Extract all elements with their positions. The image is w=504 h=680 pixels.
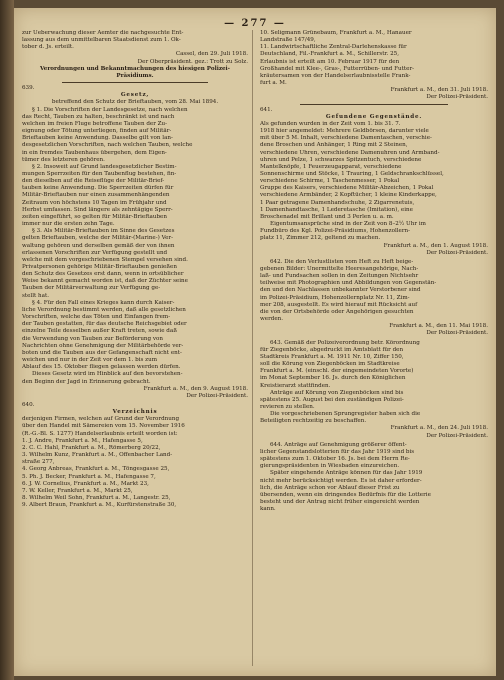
text-line: einzelne Teile desselben außer Kraft treten, sowie daß xyxy=(22,328,177,335)
text-line: waltung gehören und derselben gemäß der von ihnen xyxy=(22,242,175,249)
text-line: mit über 5 M. Inhalt, verschiedene Damentaschen, verschie- xyxy=(260,135,432,142)
text-line: Weise bekannt gemacht worden ist, daß der Züchter seine xyxy=(22,278,188,285)
text-line: 1 Damenhandtasche, 1 Lederetasche (Imitation), eine xyxy=(260,206,413,213)
text-line: Sonnenschirme und Stöcke, 1 Trauring, 1 Geldschrankschlüssel, xyxy=(260,170,444,177)
text-line: kann. xyxy=(260,506,276,513)
place-date: Cassel, den 29. Juli 1918. xyxy=(175,51,248,58)
text-line: Erlaubnis ist erteilt am 10. Februar 1917 für den xyxy=(260,58,400,65)
entry-subtitle: betreffend den Schutz der Brieftauben, vom 28. Mai 1894. xyxy=(51,99,219,106)
text-line: Fundbüro des Kgl. Polizei-Präsidiums, Hohenzollern- xyxy=(260,228,411,235)
text-line: den Beginn der Jagd in Erinnerung gebracht. xyxy=(22,378,151,385)
text-line: 643. Gemäß der Polizeiverordnung betr. Körordnung xyxy=(270,339,420,346)
text-line: desgesetzlichen Vorschriften, nach welchen Tauben, welche xyxy=(22,142,193,149)
text-line: 11. Landwirtschaftliche Zentral-Darlehenskasse für xyxy=(260,44,407,51)
text-line: die von der Ortsbehörde oder Angehörigen gesuchten xyxy=(260,308,414,315)
text-line: gelten Brieftauben, welche der Militär-(Marine-) Ver- xyxy=(22,235,173,242)
entry-title: Verzeichnis xyxy=(112,409,158,416)
text-line: furt a. M. xyxy=(260,80,287,87)
text-line: in ein fremdes Taubenhaus übergehen, dem Eigen- xyxy=(22,149,167,156)
text-line: Ablauf des 15. Oktober fliegen gelassen werden dürfen. xyxy=(22,364,181,371)
entry-body xyxy=(260,259,488,323)
text-line: 8. Wilhelm Weil Sohn, Frankfurt a. M., Langestr. 25, xyxy=(22,495,171,501)
text-line: Beteiligten rechtzeitig zu beschaffen. xyxy=(260,418,367,425)
text-line: stellt hat. xyxy=(22,292,49,299)
text-line: licher Gegenstandslotterien für das Jahr 1919 sind bis xyxy=(260,448,415,455)
text-line: Nachrichten ohne Genehmigung der Militärbehörde ver- xyxy=(22,342,184,349)
signature: Der Oberpräsident. gez.: Trott zu Solz. xyxy=(137,58,248,65)
text-line: Kreistierarzt stattfinden. xyxy=(260,382,331,389)
text-line: den und den Nachlassen unbekannter Verstorbener sind xyxy=(260,287,421,294)
signature: Der Polizei-Präsident. xyxy=(426,432,488,439)
text-line: § 4. Für den Fall eines Krieges kann durch Kaiser- xyxy=(32,299,175,306)
text-line: Privatpersonen gehörige Militär-Brieftauben genießen xyxy=(22,264,177,270)
text-line: erlassenen Vorschriften zur Verfügung gestellt und xyxy=(22,249,168,256)
text-line: Mantelknöpfe, 1 Feuerzeugapparat, verschiedene xyxy=(260,163,402,170)
entry-body xyxy=(260,442,488,514)
text-line: nicht mehr berücksichtigt werden. Es ist daher erforder- xyxy=(260,477,422,484)
text-line: 2. C. C. Hahl, Frankfurt a. M., Römerberg 20/22, xyxy=(22,444,161,451)
text-line: für Ziegenböcke, abgedruckt im Amtsblatt für den xyxy=(260,346,404,353)
text-line: tümer des letzteren gehören. xyxy=(22,156,105,163)
text-line: das Recht, Tauben zu halten, beschränkt ist und nach xyxy=(22,113,175,120)
text-line: Brieftauben keine Anwendung. Dasselbe gilt von lan- xyxy=(22,135,173,142)
text-line: zur Ueberwachung dieser Aemter die nachgesuchte Ent- xyxy=(22,30,184,36)
entry-title: Gesetz, xyxy=(120,92,150,99)
text-line: laß- und Fundsachen sollen in den Zeitungen Nichtsehr xyxy=(260,273,419,280)
text-line: Eigentumsansprüche sind in der Zeit von 8–2½ Uhr im xyxy=(270,221,426,228)
signature: Der Polizei-Präsident. xyxy=(426,330,488,337)
place-date: Frankfurt a. M., den 9. August 1918. xyxy=(143,385,248,392)
text-line: lassung aus dem unmittelbaren Staatsdienst zum 1. Ok- xyxy=(22,37,181,44)
text-line: Gruppe des Kaisers, verschiedene Militär-Abzeichen, 1 Pokal xyxy=(260,185,434,192)
text-line: welche mit dem vorgeschriebenen Stempel versehen sind. xyxy=(22,256,188,263)
place-date: Frankfurt a. M., den 11. Mai 1918. xyxy=(389,323,488,330)
text-line: 1. J. Andre, Frankfurt a. M., Hafengasse 5, xyxy=(22,437,143,444)
entry-body xyxy=(260,121,488,221)
text-line: den Schutz des Gesetzes erst dann, wenn in ortsüblicher xyxy=(22,271,184,278)
intro-lines xyxy=(22,30,248,51)
place-date: Frankfurt a. M., den 1. August 1918. xyxy=(383,242,488,249)
text-line: gebenen Bilder: Unermittelte Heeresangehörige, Nach- xyxy=(260,266,419,272)
text-line: 7. W. Keller, Frankfurt a. M., Markt 25, xyxy=(22,487,133,494)
page-number: — 277 — xyxy=(224,18,286,29)
text-line: Stadtkreis Frankfurt a. M. 1911 Nr. 10, Ziffer 150, xyxy=(260,353,404,360)
text-line: Dieses Gesetz wird im Hinblick auf den bevorstehen- xyxy=(32,371,183,378)
text-line: tauben keine Anwendung. Die Sperrzeiten dürfen für xyxy=(22,185,174,192)
entry-number: 639. xyxy=(22,85,35,92)
text-line: immer nur die ersten zehn Tage. xyxy=(22,221,115,228)
text-line: Die vorgeschriebenen Sprungregister haben sich die xyxy=(270,411,421,418)
text-line: welchen im freien Fluge betroffene Tauben der Zu- xyxy=(22,120,168,127)
text-line: zeiten eingeführt, so gelten für Militär-Brieftauben xyxy=(22,213,167,220)
text-line: die Verwendung von Tauben zur Beförderung von xyxy=(22,335,164,342)
text-line: § 3. Als Militär-Brieftauben im Sinne des Gesetzes xyxy=(32,228,175,235)
text-line: Broschenadel mit Brillant und 3 Perlen u. a. m. xyxy=(260,213,394,220)
text-line: boten und die Tauben aus der Gefangenschaft nicht ent- xyxy=(22,349,182,356)
text-line: weichen und nur in der Zeit vor dem 1. bis zum xyxy=(22,357,158,364)
text-line: verschiedene Armbänder, 2 Kopftücher, 1 kleine Kinderkappe, xyxy=(260,192,437,199)
text-line: 1 Paar getragene Damenhandschuhe, 2 Zigarrenetuis, xyxy=(260,199,415,206)
text-line: Militär-Brieftauben nur einen zusammenhängenden xyxy=(22,192,170,199)
firm-list-continued xyxy=(260,30,488,87)
text-line: mungen Sperrzeiten für den Taubenflug bestehen, fin- xyxy=(22,170,177,177)
text-line: straße 277, xyxy=(22,459,55,466)
text-line: platz 11, Zimmer 212, geltend zu machen. xyxy=(260,235,381,242)
firm-list xyxy=(22,438,248,510)
text-line: 642. Die den Verlustlisten vom Heft zu Heft beige- xyxy=(270,258,414,265)
text-line: 9. Albert Braun, Frankfurt a. M., Kurfürstenstraße 30, xyxy=(22,502,177,509)
text-line: teilweise mit Photographien und Abbildungen von Gegenstän- xyxy=(260,280,437,287)
text-line: 4. Georg Anbreas, Frankfurt a. M., Töngesgasse 25, xyxy=(22,466,170,473)
entry-body xyxy=(22,107,248,386)
rule xyxy=(300,104,448,105)
entry-intro xyxy=(22,416,248,437)
signature: Der Polizei-Präsident. xyxy=(426,94,488,101)
text-line: § 1. Die Vorschriften der Landesgesetze, nach welchen xyxy=(32,106,188,113)
text-line: gierungspräsidenten in Wiesbaden einzureichen. xyxy=(260,463,400,470)
text-line: 6. J. W. Cornelius, Frankfurt a. M., Markt 23, xyxy=(22,480,149,487)
text-line: § 2. Insoweit auf Grund landesgesetzlicher Bestim- xyxy=(32,163,177,170)
text-line: Vorschriften, welche das Töten und Einfangen frem- xyxy=(22,314,171,321)
entry-number: 640. xyxy=(22,401,35,408)
text-line: 5. Ph. J. Becker, Frankfurt a. M., Hafengasse 7, xyxy=(22,473,156,480)
rule xyxy=(62,82,208,83)
column-divider xyxy=(252,30,253,666)
text-line: 644. Anträge auf Genehmigung größerer öffent- xyxy=(270,441,407,448)
entry-title: Gefundene Gegenstände. xyxy=(325,113,423,120)
signature: Der Polizei-Präsident. xyxy=(426,249,488,256)
text-line: spätestens 25. August bei den zuständigen Polizei- xyxy=(260,396,404,403)
text-line: dene Broschen und Anhänger, 1 Ring mit 2 Steinen, xyxy=(260,142,408,149)
text-line: Tauben der Militärverwaltung zur Verfügung ge- xyxy=(22,285,161,292)
signature: Der Polizei-Präsident. xyxy=(186,392,248,399)
text-line: der Tauben gestatten, für das deutsche Reichsgebiet oder xyxy=(22,321,187,328)
text-line: Später eingehende Anträge können für das Jahr 1919 xyxy=(270,470,423,477)
text-line: liche Verordnung bestimmt werden, daß alle gesetzlichen xyxy=(22,306,186,313)
left-column xyxy=(22,30,248,670)
entry-body xyxy=(260,340,488,426)
text-line: besteht und der Antrag nicht früher eingereicht werden xyxy=(260,499,420,505)
text-line: Landstraße 147/49, xyxy=(260,37,316,44)
text-line: Frankfurt a. M. (einschl. der eingemeindeten Vororte) xyxy=(260,368,414,375)
text-line: (R.-G.-Bl. S. 1277) Handelserlaubnis erteilt worden ist: xyxy=(22,430,178,437)
text-line: werden. xyxy=(260,316,284,323)
text-line: im Polizei-Präsidium, Hohenzollernplatz Nr. 11, Zim- xyxy=(260,294,410,301)
text-line: soll die Körung von Ziegenböcken im Stadtkreise xyxy=(260,361,400,368)
entry-number: 641. xyxy=(260,106,273,113)
place-date: Frankfurt a. M., den 31. Juli 1918. xyxy=(390,87,488,94)
text-line: im Monat September 16. Js. durch den Königlichen xyxy=(260,375,406,382)
text-line: 3. Wilhelm Kunz, Frankfurt a. M., Offenbacher Land- xyxy=(22,452,173,459)
text-line: Deutschland, Fil.-Frankfurt a. M., Schillerstr. 25, xyxy=(260,51,399,58)
text-line: spätestens zum 1. Oktober 16. Js. bei dem Herrn Re- xyxy=(260,456,410,463)
place-date: Frankfurt a. M., den 24. Juli 1918. xyxy=(390,425,488,432)
text-line: mer 208, ausgestellt. Es wird hierauf mit Rücksicht auf xyxy=(260,301,418,308)
book-spine xyxy=(0,0,14,680)
text-line: kräutersamen von der Handelserlaubnisstelle Frank- xyxy=(260,72,411,79)
text-line: den dieselben auf die Reiseflüge der Militär-Brief- xyxy=(22,178,165,185)
text-line: Herbst umfassen. Sind längere als zehntägige Sperr- xyxy=(22,206,173,213)
text-line: verschiedene Schirme, 1 Taschenmesser, 1 Pokal xyxy=(260,178,400,185)
text-line: über den Handel mit Sämereien vom 15. November 1916 xyxy=(22,423,185,430)
text-line: uhren und Pelze, 1 schwarzes Spitzentuch, verschiedene xyxy=(260,156,422,163)
text-line: Zeitraum von höchstens 10 Tagen im Frühjahr und xyxy=(22,199,167,206)
text-line: Großhandel mit Klee-, Gras-, Futterrüben- und Futter- xyxy=(260,65,415,72)
text-line: 1918 hier angemeldet: Mehrere Geldbörsen, darunter viele xyxy=(260,128,429,135)
text-line: Als gefunden wurden in der Zeit vom 1. bis 31. 7. xyxy=(260,120,401,127)
text-line: Anträge auf Körung von Ziegenböcken sind bis xyxy=(270,389,404,396)
text-line: verschiedene Uhren, verschiedene Damenuhren und Armband- xyxy=(260,149,440,156)
entry-body xyxy=(260,221,488,242)
text-line: tober d. Js. erteilt. xyxy=(22,44,74,51)
text-line: derjenigen Firmen, welchen auf Grund der Verordnung xyxy=(22,416,180,423)
text-line: lich, die Anträge schon vor Ablauf dieser Frist zu xyxy=(260,484,400,491)
text-line: 10. Seligmann Grünebaum, Frankfurt a. M., Hanauer xyxy=(260,30,412,36)
document-page xyxy=(14,8,496,676)
right-column xyxy=(260,30,488,670)
text-line: revieren zu stellen. xyxy=(260,403,315,410)
text-line: eignung oder Tötung unterliegen, finden auf Militär- xyxy=(22,128,172,135)
text-line: übersenden, wenn ein dringendes Bedürfnis für die Lotterie xyxy=(260,491,431,498)
section-heading: Verordnungen und Bekanntmachungen des hiesigen Polizei-Präsidiums. xyxy=(39,65,231,79)
